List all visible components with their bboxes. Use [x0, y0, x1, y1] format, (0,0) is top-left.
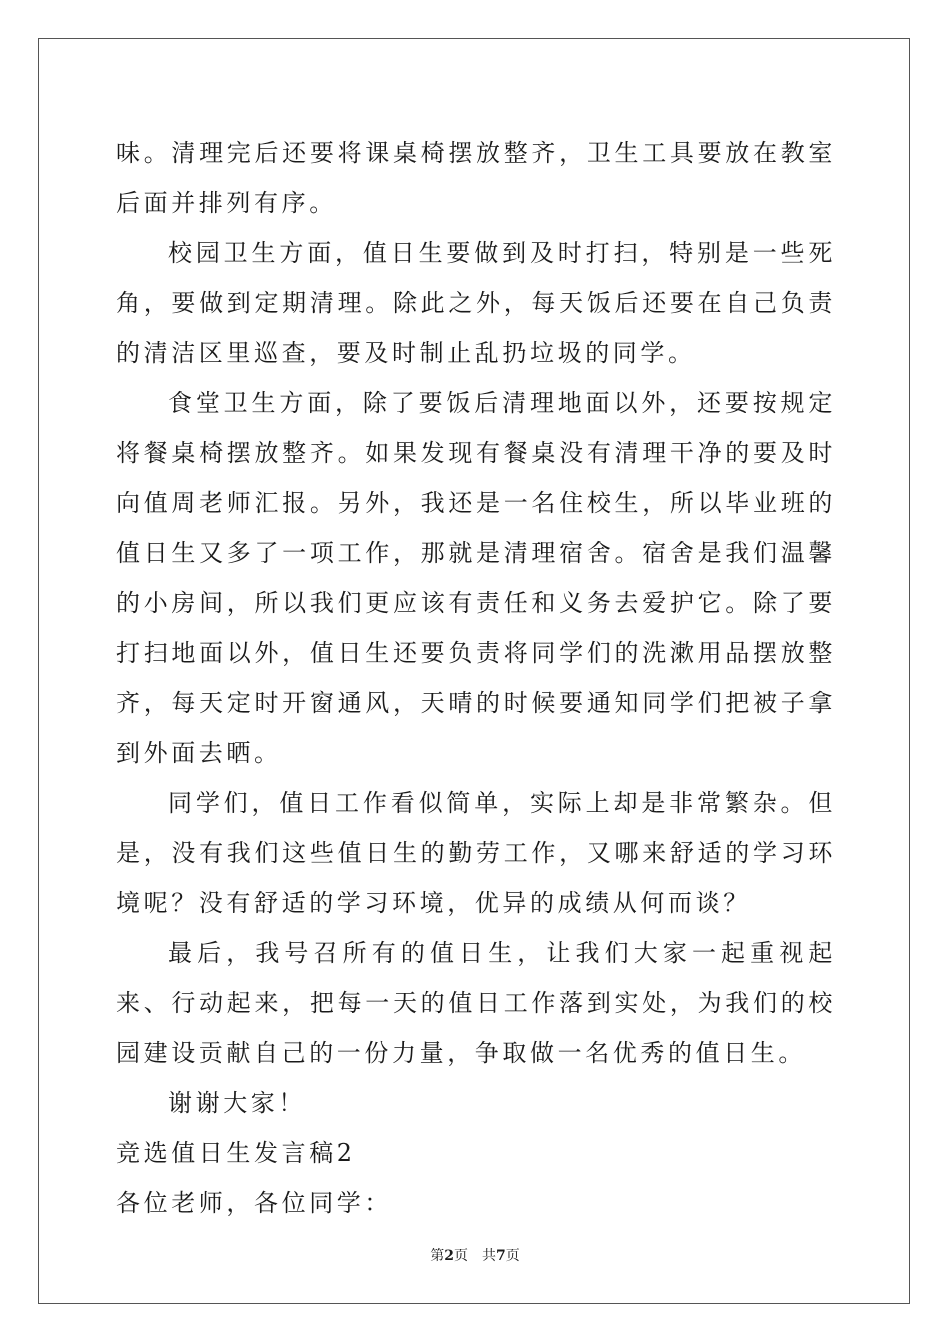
paragraph-4: 同学们，值日工作看似简单，实际上却是非常繁杂。但是，没有我们这些值日生的勤劳工作，又哪来舒适的学习环境呢？没有舒适的学习环境，优异的成绩从何而谈？ — [116, 789, 836, 917]
paragraph-6: 谢谢大家！ — [168, 1089, 306, 1117]
footer-total-prefix: 共 — [482, 1248, 496, 1264]
footer-page-number: 2 — [444, 1248, 454, 1264]
greeting: 各位老师，各位同学： — [116, 1189, 392, 1217]
footer-total-suffix: 页 — [505, 1248, 520, 1264]
paragraph-5: 最后，我号召所有的值日生，让我们大家一起重视起来、行动起来，把每一天的值日工作落到实处，为我们的校园建设贡献自己的一份力量，争取做一名优秀的值日生。 — [116, 939, 836, 1067]
paragraph-3: 食堂卫生方面，除了要饭后清理地面以外，还要按规定将餐桌椅摆放整齐。如果发现有餐桌没有清理干净的要及时向值周老师汇报。另外，我还是一名住校生，所以毕业班的值日生又多了一项工作，那就是清理宿舍。宿舍是我们温馨的小房间，所以我们更应该有责任和义务去爱护它。除了要打扫地面以外，值日生还要负责将同学们的洗漱用品摆放整齐，每天定时开窗通风，天晴的时候要通知同学们把被子拿到外面去晒。 — [116, 389, 836, 767]
paragraph-1: 味。清理完后还要将课桌椅摆放整齐，卫生工具要放在教室后面并排列有序。 — [116, 139, 836, 217]
footer-page-suffix: 页 — [454, 1248, 468, 1264]
document-body — [116, 128, 836, 1228]
paragraph-2: 校园卫生方面，值日生要做到及时打扫，特别是一些死角，要做到定期清理。除此之外，每天饭后还要在自己负责的清洁区里巡查，要及时制止乱扔垃圾的同学。 — [116, 239, 836, 367]
section-title: 竞选值日生发言稿2 — [116, 1139, 356, 1167]
page-footer — [0, 1246, 950, 1266]
footer-total-pages: 7 — [496, 1248, 506, 1264]
footer-prefix: 第 — [430, 1248, 445, 1264]
